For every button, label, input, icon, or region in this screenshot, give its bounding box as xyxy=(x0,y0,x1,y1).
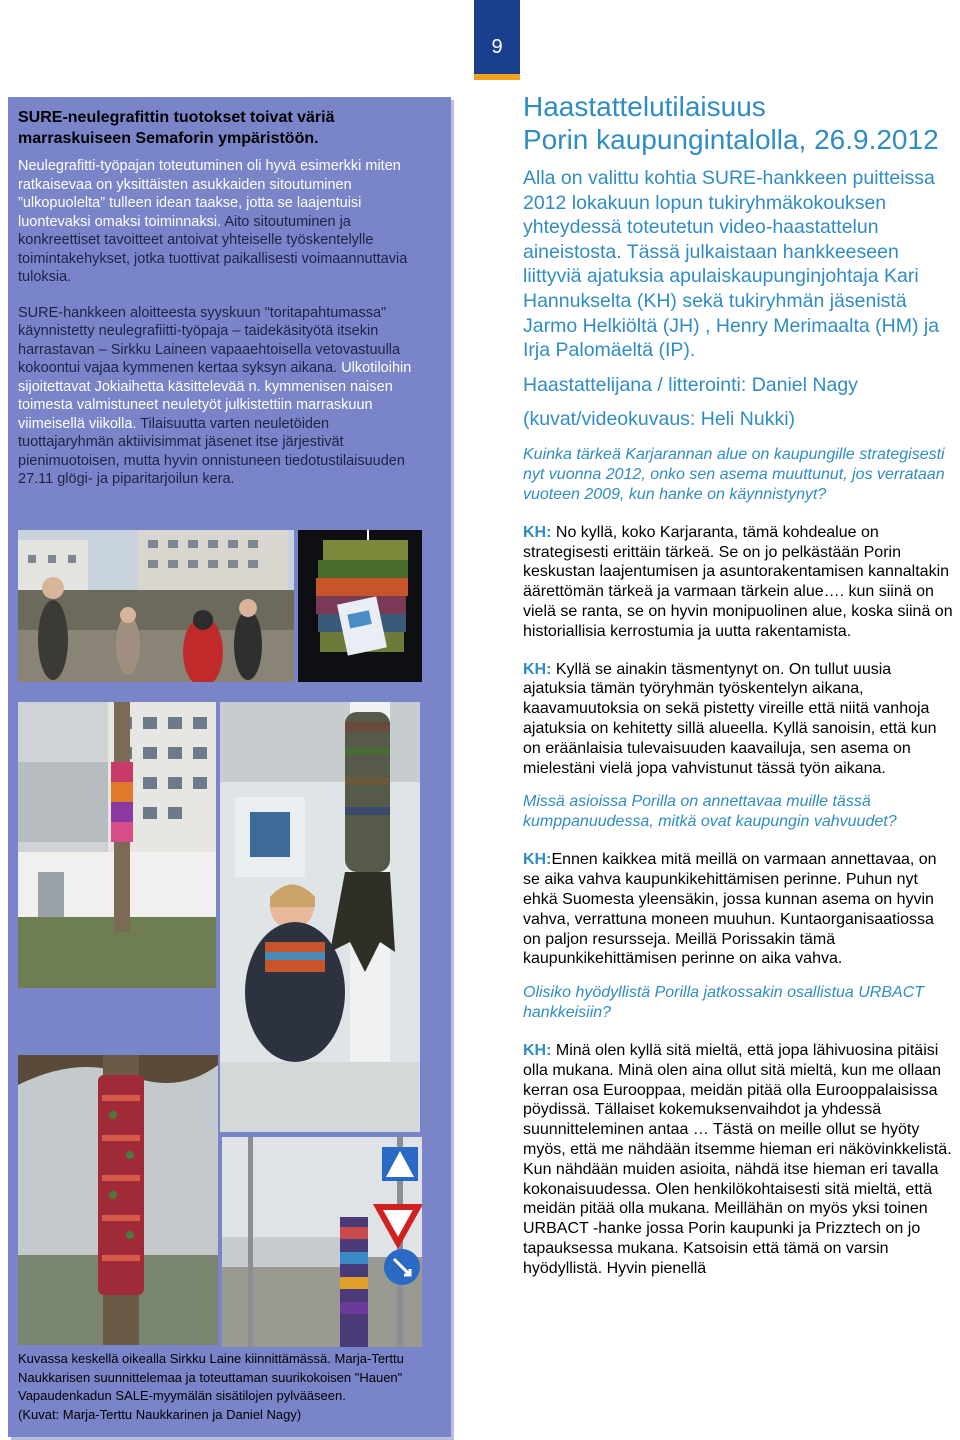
left-paragraph-1: Neulegrafitti-työpajan toteutuminen oli hyvä esimerkki miten ratkaisevaa on yksittäisten asukkaiden sitoutuminen ”ulkopuolelta” tulleen idean taakse, jotta se laajentuisi luontevaksi omaksi toiminnaksi. Aito sitoutuminen ja konkreettiset tavoitteet antoivat yhteiselle työskentelylle toimintakehykset, jotka tuottivat paikallisesti voimaannuttavia tuloksia. xyxy=(18,158,408,285)
photo-credit: (kuvat/videokuvaus: Heli Nukki) xyxy=(523,407,796,430)
answer-3: KH:Ennen kaikkea mitä meillä on varmaan annettavaa, on se aika vahva kaupunkikehittämisen perinne. Puhun nyt ehkä Suomesta yleensäkin, jossa kunnan asema on hyvin vahva, verrattuna moneen muuhun. Kuntaorganisaatiossa on paljon resursseja. Meillä Porissakin tämä kaupunkikehittämisen perinne on aika vahva. xyxy=(523,851,937,968)
answer-4: KH: Minä olen kyllä sitä mieltä, että jopa lähivuosina pitäisi olla mukana. Minä olen aina ollut sitä mieltä, kun me ollaan kerran osa Eurooppaa, meidän pitää olla Eurooppalaisissa pöydissä. Tällaiset kokemuksenvaihdot ja yhdessä suunnitteleminen antaa … Tästä on meille ollut se hyöty myös, että me nähdään itsemme hieman eri näkövinkkelistä. Kun nähdään muiden asioita, nähdä itse hieman eri tavalla kokonaisuudessa. Olen henkilökohtaisesti sitä mieltä, että meidän pitää olla mukana. Meillähän on myös yksi toinen URBACT -hanke jossa Porin kaupunki ja Prizztech on jo tapauksessa mukana. Katsoisin että tämä on varsin hyödyllistä. Hyvin pienellä xyxy=(523,1042,952,1277)
left-panel xyxy=(8,97,451,1437)
answer-2: KH: Kyllä se ainakin täsmentynyt on. On tullut uusia ajatuksia tämän työryhmän työskentelyn aikana, kaavamuutoksia on sekä pistetty vireille että niitä vanhoja ajatuksia on kehitetty sillä alueella. Kyllä sanoisin, että kun on eräänlaisia tulevaisuuden kaavailuja, sen asema on mielestäni vielä jopa vahvistunut tässä työn aikana. xyxy=(523,660,937,777)
interviewer-credit: Haastattelijana / litterointi: Daniel Nagy xyxy=(523,373,858,396)
photo-knitted-tree-building xyxy=(18,702,216,988)
photo-road-signs xyxy=(222,1137,422,1347)
left-title: SURE-neulegrafittin tuotokset toivat väriä marraskuiseen Semaforin ympäristöön. xyxy=(18,109,335,147)
question-1: Kuinka tärkeä Karjarannan alue on kaupungille strategisesti nyt vuonna 2012, onko sen asema muuttunut, jos verrataan vuoteen 2009, kun hanke on käynnistynyt? xyxy=(523,445,945,503)
interview-intro: Alla on valittu kohtia SURE-hankkeen puitteissa 2012 lokakuun lopun tukiryhmäkokouksen yhteydessä toteutetun video-haastattelun aineistosta. Tässä julkaistaan hankkeeseen liittyviä ajatuksia apulaiskaupunginjohtaja Kari Hannukselta (KH) sekä tukiryhmän jäsenistä Jarmo Helkiöltä (JH) , Henry Merimaalta (HM) ja Irja Palomäeltä (IP). xyxy=(523,167,940,362)
photo-knit-card xyxy=(298,530,422,682)
question-2: Missä asioissa Porilla on annettavaa muille tässä kumppanuudessa, mitkä ovat kaupungin vahvuudet? xyxy=(523,793,897,831)
question-3: Olisiko hyödyllistä Porilla jatkossakin osallistua URBACT hankkeisiin? xyxy=(523,984,925,1022)
photo-woman-attaching-knit xyxy=(220,702,420,1132)
photo-knitted-tree xyxy=(18,1055,218,1345)
page-number-tab xyxy=(474,0,520,80)
page-number: 9 xyxy=(491,36,503,58)
interview-heading: Haastattelutilaisuus Porin kaupungintalolla, 26.9.2012 xyxy=(523,91,939,155)
answer-1: KH: No kyllä, koko Karjaranta, tämä kohdealue on strategisesti erittäin tärkeä. Se on jo pelkästään Porin keskustan laajentumisen ja asuntorakentamisen kannaltakin äärettömän tärkeä ja varmaan tärkein alue…. kun siinä on vielä se ranta, se on hyvin monipuolinen alue, koska siinä on historiallisia kerrostumia ja uutta rakentamista. xyxy=(523,523,953,640)
interview-article xyxy=(523,90,955,1279)
left-article xyxy=(18,107,428,506)
photo-caption: Kuvassa keskellä oikealla Sirkku Laine kiinnittämässä. Marja-Terttu Naukkarisen suunnittelemaa ja toteuttaman suurikokoisen "Hauen" Vapaudenkadun SALE-myymälän sisätilojen pylvääseen. (Kuvat: Marja-Terttu Naukkarinen ja Daniel Nagy) xyxy=(18,1351,404,1422)
photo-group-outdoors xyxy=(18,530,294,682)
left-paragraph-2: SURE-hankkeen aloitteesta syyskuun "toritapahtumassa" käynnistetty neulegrafiitti-työpaja – taidekäsityötä itsekin harrastavan – Sirkku Laineen vapaaehtoisella vetovastuulla kokoontui vajaa kymmenen kertaa syksyn aikana. Ulkotiloihin sijoitettavat Jokiaihetta käsittelevää n. kymmenisen naisen toimesta valmistuneet neuletyöt julkistettiin marraskuun viimeisellä viikolla. Tilaisuutta varten neuletöiden tuottajaryhmän aktiivisimmat jäsenet itse järjestivät pienimuotoisen, mutta hyvin onnistuneen tiedotustilaisuuden 27.11 glögi- ja piparitarjoilun kera. xyxy=(18,304,412,487)
